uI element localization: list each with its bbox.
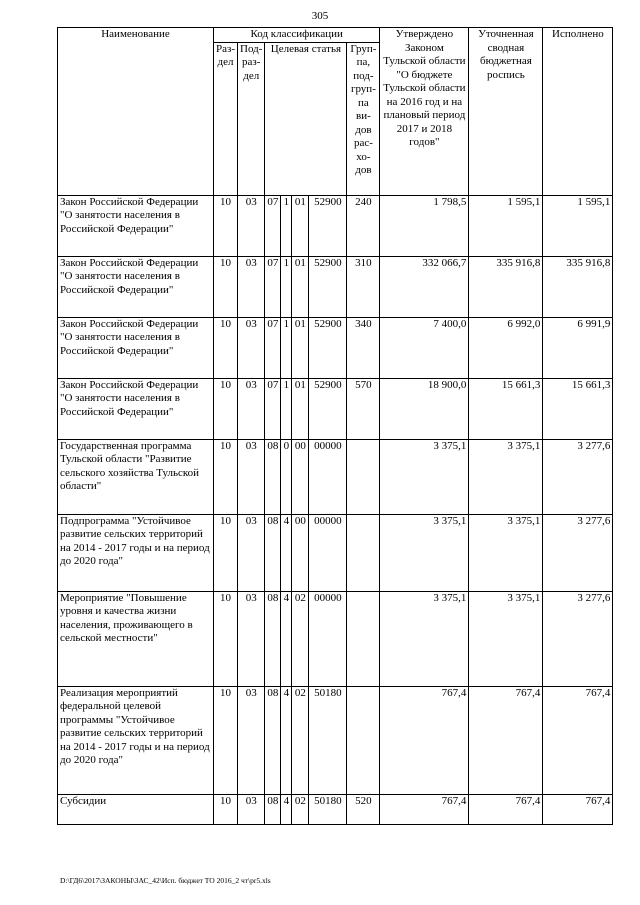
row-name: Подпрограмма "Устойчивое развитие сельских территорий на 2014 - 2017 годы и на период до 2020 года" <box>58 514 214 591</box>
header-target: Целевая статья <box>265 42 347 195</box>
table-row <box>58 439 613 514</box>
row-razdel: 10 <box>214 317 238 378</box>
row-executed: 767,4 <box>543 794 613 824</box>
table-row <box>58 686 613 794</box>
table-row <box>58 378 613 439</box>
row-executed: 1 595,1 <box>543 195 613 256</box>
row-executed: 3 277,6 <box>543 591 613 686</box>
row-razdel: 10 <box>214 439 238 514</box>
header-row-1 <box>58 28 613 43</box>
footer-file-path: D:\ГД6\2017\ЗАКОНЫ\ЗАС_42\Исп. бюджет ТО 2016_2 чт\pr5.xls <box>60 876 271 885</box>
row-razdel: 10 <box>214 256 238 317</box>
row-approved: 7 400,0 <box>380 317 469 378</box>
row-target-direction: 00000 <box>309 439 347 514</box>
row-podrazdel: 03 <box>238 514 265 591</box>
row-target-subprogram: 4 <box>281 591 292 686</box>
row-target-event: 00 <box>292 439 309 514</box>
row-target-program: 07 <box>265 378 281 439</box>
row-group: 520 <box>347 794 380 824</box>
row-group: 340 <box>347 317 380 378</box>
row-target-subprogram: 1 <box>281 378 292 439</box>
row-approved: 332 066,7 <box>380 256 469 317</box>
row-group <box>347 514 380 591</box>
row-podrazdel: 03 <box>238 794 265 824</box>
row-refined: 6 992,0 <box>469 317 543 378</box>
row-target-program: 08 <box>265 514 281 591</box>
header-approved: Утверждено Законом Тульской области "О бюджете Тульской области на 2016 год и на плановый период 2017 и 2018 годов" <box>380 28 469 196</box>
table-row <box>58 256 613 317</box>
row-target-event: 01 <box>292 378 309 439</box>
row-target-subprogram: 4 <box>281 686 292 794</box>
table-row <box>58 794 613 824</box>
row-name: Субсидии <box>58 794 214 824</box>
row-approved: 18 900,0 <box>380 378 469 439</box>
row-podrazdel: 03 <box>238 439 265 514</box>
row-group: 240 <box>347 195 380 256</box>
row-razdel: 10 <box>214 591 238 686</box>
row-target-direction: 00000 <box>309 514 347 591</box>
row-target-program: 07 <box>265 317 281 378</box>
row-razdel: 10 <box>214 794 238 824</box>
row-podrazdel: 03 <box>238 378 265 439</box>
header-code-group: Код классификации <box>214 28 380 43</box>
row-name: Закон Российской Федерации "О занятости населения в Российской Федерации" <box>58 317 214 378</box>
row-group <box>347 591 380 686</box>
row-refined: 3 375,1 <box>469 591 543 686</box>
table-row <box>58 514 613 591</box>
row-razdel: 10 <box>214 378 238 439</box>
table-row <box>58 591 613 686</box>
row-executed: 3 277,6 <box>543 439 613 514</box>
row-target-event: 02 <box>292 591 309 686</box>
row-executed: 15 661,3 <box>543 378 613 439</box>
row-target-direction: 50180 <box>309 686 347 794</box>
row-refined: 3 375,1 <box>469 514 543 591</box>
row-podrazdel: 03 <box>238 686 265 794</box>
row-target-subprogram: 4 <box>281 794 292 824</box>
row-group <box>347 439 380 514</box>
row-podrazdel: 03 <box>238 591 265 686</box>
header-razdel: Раз-дел <box>214 42 238 195</box>
row-approved: 1 798,5 <box>380 195 469 256</box>
header-group: Груп-па, под-груп-па ви-дов рас-хо-дов <box>347 42 380 195</box>
row-refined: 335 916,8 <box>469 256 543 317</box>
row-razdel: 10 <box>214 686 238 794</box>
row-target-program: 08 <box>265 439 281 514</box>
row-name: Мероприятие "Повышение уровня и качества жизни населения, проживающего в сельской местности" <box>58 591 214 686</box>
row-target-program: 08 <box>265 794 281 824</box>
row-target-direction: 52900 <box>309 195 347 256</box>
row-target-subprogram: 0 <box>281 439 292 514</box>
row-name: Закон Российской Федерации "О занятости населения в Российской Федерации" <box>58 378 214 439</box>
row-target-program: 08 <box>265 686 281 794</box>
row-podrazdel: 03 <box>238 195 265 256</box>
row-target-subprogram: 1 <box>281 317 292 378</box>
row-target-program: 08 <box>265 591 281 686</box>
row-target-direction: 52900 <box>309 378 347 439</box>
row-target-event: 02 <box>292 794 309 824</box>
row-podrazdel: 03 <box>238 317 265 378</box>
header-podrazdel: Под-раз-дел <box>238 42 265 195</box>
row-target-event: 00 <box>292 514 309 591</box>
row-group: 310 <box>347 256 380 317</box>
row-refined: 15 661,3 <box>469 378 543 439</box>
row-approved: 3 375,1 <box>380 439 469 514</box>
row-target-direction: 52900 <box>309 256 347 317</box>
row-name: Государственная программа Тульской области "Развитие сельского хозяйства Тульской области" <box>58 439 214 514</box>
row-razdel: 10 <box>214 514 238 591</box>
row-group: 570 <box>347 378 380 439</box>
row-refined: 1 595,1 <box>469 195 543 256</box>
row-executed: 3 277,6 <box>543 514 613 591</box>
row-target-event: 01 <box>292 256 309 317</box>
row-target-program: 07 <box>265 256 281 317</box>
row-name: Закон Российской Федерации "О занятости населения в Российской Федерации" <box>58 195 214 256</box>
row-name: Закон Российской Федерации "О занятости населения в Российской Федерации" <box>58 256 214 317</box>
row-refined: 767,4 <box>469 686 543 794</box>
header-name: Наименование <box>58 28 214 196</box>
row-refined: 3 375,1 <box>469 439 543 514</box>
row-razdel: 10 <box>214 195 238 256</box>
row-target-event: 02 <box>292 686 309 794</box>
row-executed: 6 991,9 <box>543 317 613 378</box>
table-row <box>58 195 613 256</box>
header-executed: Исполнено <box>543 28 613 196</box>
row-target-program: 07 <box>265 195 281 256</box>
row-name: Реализация мероприятий федеральной целевой программы "Устойчивое развитие сельских территорий на 2014 - 2017 годы и на период до 2020 года" <box>58 686 214 794</box>
table-row <box>58 317 613 378</box>
row-approved: 3 375,1 <box>380 591 469 686</box>
row-podrazdel: 03 <box>238 256 265 317</box>
page-number: 305 <box>311 10 329 22</box>
row-approved: 767,4 <box>380 794 469 824</box>
header-refined: Уточненная сводная бюджетная роспись <box>469 28 543 196</box>
row-target-subprogram: 1 <box>281 195 292 256</box>
row-target-subprogram: 4 <box>281 514 292 591</box>
row-executed: 335 916,8 <box>543 256 613 317</box>
row-target-direction: 00000 <box>309 591 347 686</box>
row-target-event: 01 <box>292 317 309 378</box>
row-target-subprogram: 1 <box>281 256 292 317</box>
budget-table <box>57 27 613 825</box>
row-target-direction: 50180 <box>309 794 347 824</box>
row-approved: 3 375,1 <box>380 514 469 591</box>
row-refined: 767,4 <box>469 794 543 824</box>
row-group <box>347 686 380 794</box>
row-target-event: 01 <box>292 195 309 256</box>
row-executed: 767,4 <box>543 686 613 794</box>
row-approved: 767,4 <box>380 686 469 794</box>
row-target-direction: 52900 <box>309 317 347 378</box>
